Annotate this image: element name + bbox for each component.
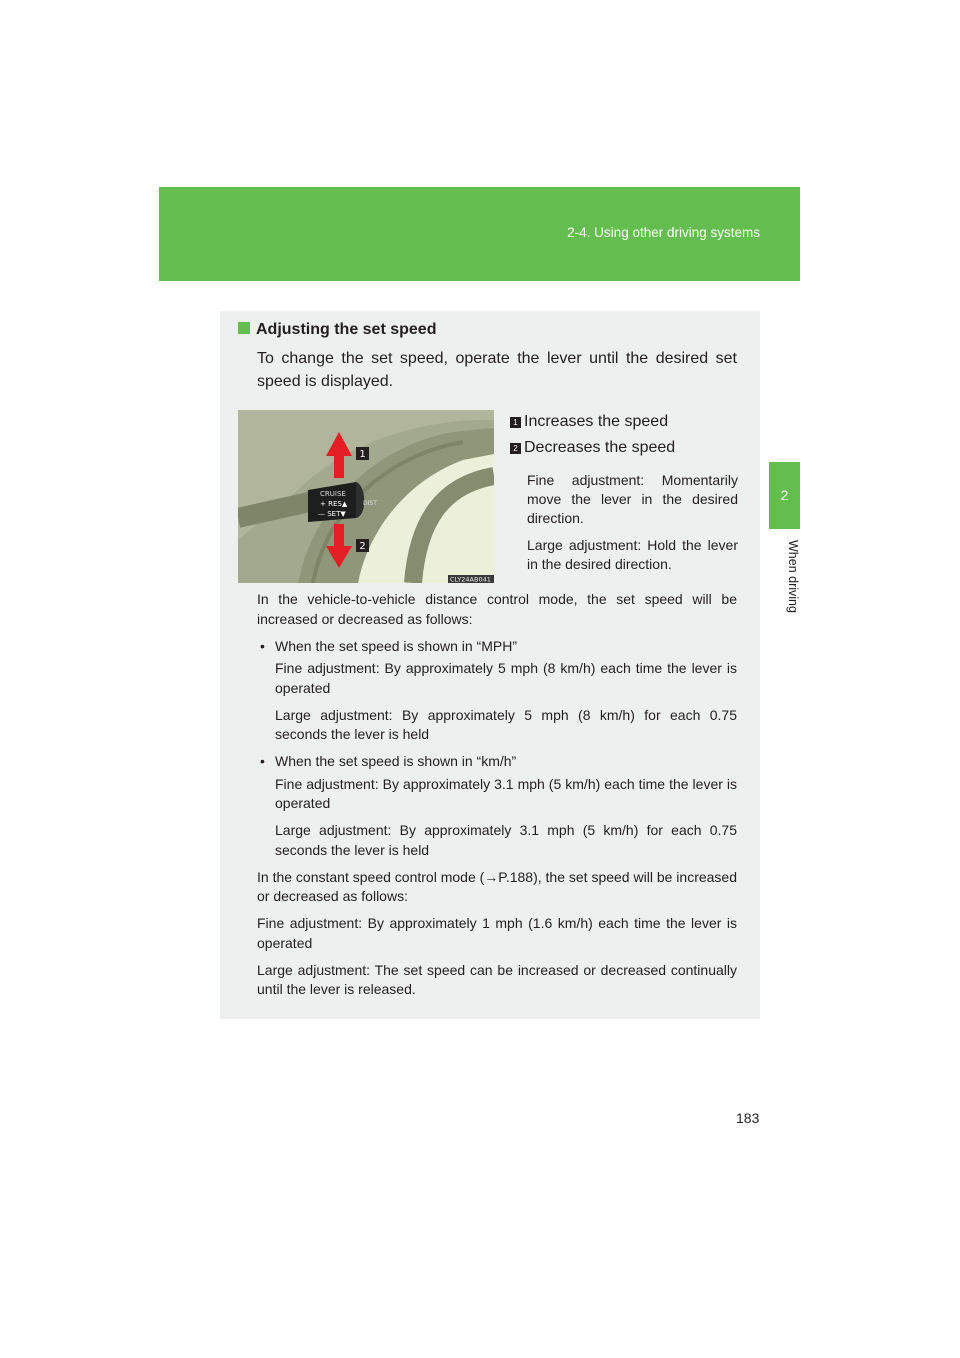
chapter-tab-label: When driving [786,540,800,613]
kmh-large: Large adjustment: By approximately 3.1 mph (5 km/h) for each 0.75 seconds the lever is held [275,822,737,858]
kmh-bullet: • When the set speed is shown in “km/h” [260,753,517,769]
mph-fine: Fine adjustment: By approximately 5 mph (8 km/h) each time the lever is operated [275,660,737,696]
constant-large: Large adjustment: The set speed can be increased or decreased continually until the lever is released. [257,961,737,997]
chapter-tab: 2 [769,462,800,529]
figure-code: CLY24AB041 [450,575,491,583]
heading-square-icon [238,322,250,334]
header-band [159,187,800,281]
lever-cruise-label: CRUISE [320,490,346,498]
fine-adjustment-note: Fine adjustment: Momentarily move the lever in the desired direction. [527,472,738,526]
large-adjustment-note: Large adjustment: Hold the lever in the desired direction. [527,537,738,572]
body-text [257,590,737,1007]
lever-diagram [238,410,494,583]
callout-1: 1 [359,449,366,460]
constant-fine: Fine adjustment: By approximately 1 mph (1.6 km/h) each time the lever is operated [257,915,737,951]
section-heading: Adjusting the set speed [238,321,436,339]
steering-lever-illustration [238,410,494,583]
page-number: 183 [736,1110,760,1126]
lever-res-label: + RES▲ [320,500,348,508]
intro-text: To change the set speed, operate the lever until the desired set speed is displayed. [257,350,737,390]
constant-mode-intro: In the constant speed control mode (→P.188), the set speed will be increased or decreased as follows: [257,868,737,904]
legend-item-increase: 1 Increases the speed [510,411,738,437]
mph-bullet: • When the set speed is shown in “MPH” [260,637,517,654]
section-title: 2-4. Using other driving systems [567,225,760,240]
content-box [220,311,760,1019]
vehicle-mode-intro: In the vehicle-to-vehicle distance control mode, the set speed will be increased or decreased as follows: [257,591,737,627]
mph-large: Large adjustment: By approximately 5 mph (8 km/h) for each 0.75 seconds the lever is held [275,706,737,742]
figure-legend [510,411,738,574]
callout-2: 2 [359,541,366,552]
legend-item-decrease: 2 Decreases the speed [510,437,738,463]
kmh-fine: Fine adjustment: By approximately 3.1 mph (5 km/h) each time the lever is operated [275,775,737,811]
lever-set-label: — SET▼ [318,510,346,518]
lever-dist-label: DIST [363,500,377,507]
